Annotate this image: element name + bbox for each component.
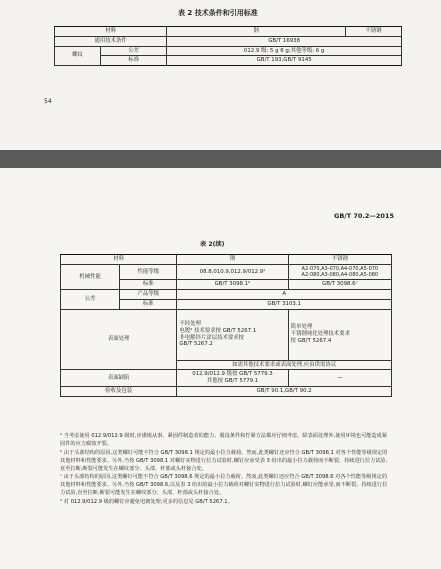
mech-std-label: 标准 bbox=[120, 280, 177, 290]
surface-stainless-2: 不锈钢钝化处理技术要求 bbox=[290, 331, 350, 338]
general-label: 通用技术条件 bbox=[55, 36, 167, 46]
thread-label: 螺纹 bbox=[55, 46, 101, 66]
footnote-a: ᵃ 当考虑使用 012.9/012.9 级时,应谨慎从事。紧固件制造者的能力、服役条件和拧紧方法都应仔细考虑。除表面处理外,使用环境也可能造成紧固件的应力腐蚀开裂。 bbox=[60, 433, 388, 448]
standard-value: GB/T 193,GB/T 9145 bbox=[167, 56, 402, 66]
surface-stainless-3: 按 GB/T 5267.4 bbox=[290, 337, 332, 344]
footnotes bbox=[60, 432, 390, 507]
tol-grade-value: A bbox=[177, 290, 392, 300]
surface-note: 如需其他技术要求或表面处理,应由供需协议 bbox=[177, 360, 392, 370]
page-number: 54 bbox=[44, 98, 52, 105]
surface-stainless-1: 简单处理 bbox=[290, 324, 313, 331]
header-material: 材料 bbox=[61, 255, 177, 265]
footnote-d: ᵈ 对 012.9/012.9 级的螺钉应避免电镀处理;更多的信息见 GB/T 5267.1。 bbox=[60, 499, 233, 505]
header-material: 材料 bbox=[55, 27, 167, 37]
tol-grade-label: 产品等级 bbox=[120, 290, 177, 300]
table-caption-page1: 表 2 技术条件和引用标准 bbox=[178, 9, 258, 17]
accept-label: 验收及包装 bbox=[61, 386, 177, 396]
header-stainless: 不锈钢 bbox=[345, 27, 401, 37]
surface-steel-1: 不经处理 bbox=[179, 321, 201, 327]
document-id: GB/T 70.2—2015 bbox=[334, 212, 394, 220]
surface-label: 表面处理 bbox=[61, 309, 177, 370]
spec-table-page1 bbox=[54, 26, 402, 66]
mech-grade-label: 性能等级 bbox=[120, 264, 177, 280]
mech-std-stainless: GB/T 3098.6ᶜ bbox=[288, 280, 391, 290]
mech-std-steel: GB/T 3098.1ᵇ bbox=[177, 280, 288, 290]
tolerance-label: 公差 bbox=[100, 46, 166, 56]
surface-steel bbox=[177, 309, 288, 360]
mech-grade-steel: 08.8,010.9,012.9/012.9ᵃ bbox=[177, 264, 288, 280]
defect-steel-2: 其他按 GB/T 5779.1 bbox=[206, 378, 259, 384]
tol-std-value: GB/T 3103.1 bbox=[177, 299, 392, 309]
standard-label: 标准 bbox=[100, 56, 166, 66]
footnote-b: ᵇ 由于头部结构的原因,这类螺钉可能不符合 GB/T 3098.1 规定的最小拉力载荷。然而,此类螺钉还应符合 GB/T 3098.1 对各个性能等级规定的其他材料和性能要求。另外,当按 GB/T 3098.1 对螺钉实物进行拉力试验时,螺钉应承受表 3 给出的最小拉力载荷而不断裂。持续进行拉力试验,直至拉断,断裂可能发生在螺纹部分、头部、杆部或头杆接合处。 bbox=[60, 449, 388, 472]
surface-steel-2: 电镀ᵈ 技术要求按 GB/T 5267.1 bbox=[179, 327, 257, 334]
spec-table-page2 bbox=[60, 254, 392, 397]
mech-grade-stainless bbox=[288, 264, 391, 280]
surface-steel-4: GB/T 5267.2 bbox=[179, 341, 213, 348]
mech-grade-stainless-1: A2-070,A3-070,A4-070,A5-070 bbox=[301, 265, 379, 272]
defect-steel-1: 012.9/012.9 级按 GB/T 5779.3 bbox=[192, 371, 273, 378]
accept-value: GB/T 90.1,GB/T 90.2 bbox=[177, 386, 392, 396]
surface-steel-3: 非电解锌片涂层技术要求按 bbox=[179, 334, 245, 341]
mech-grade-stainless-2: A2-080,A3-080,A4-080,A5-080 bbox=[301, 272, 379, 278]
tol-label: 公差 bbox=[61, 290, 120, 310]
header-stainless: 不锈钢 bbox=[288, 255, 391, 265]
defect-label: 表面缺陷 bbox=[61, 370, 177, 387]
upper-page bbox=[0, 0, 441, 150]
lower-page bbox=[0, 168, 441, 569]
header-steel: 钢 bbox=[177, 255, 288, 265]
page-gap bbox=[0, 150, 441, 168]
table-caption-page2: 表 2(续) bbox=[200, 241, 225, 248]
mech-label: 机械性能 bbox=[61, 264, 120, 289]
defect-steel bbox=[177, 370, 288, 387]
tol-std-label: 标准 bbox=[120, 299, 177, 309]
surface-stainless bbox=[288, 309, 391, 360]
footnote-c: ᶜ 由于头部结构的原因,这类螺钉可能不符合 GB/T 3098.6 规定的最小拉力载荷。然而,此类螺钉还应符合 GB/T 3098.6 对各个性能等级规定的其他材料和性能要求。另外,当按 GB/T 3098.6,以及表 3 给出的最小拉力载荷对螺钉实物进行拉力试验时,螺钉应能承受,而不断裂。持续进行拉力试验,直至拉断,断裂可能发生在螺纹部分、头部、杆部或头杆接合处。 bbox=[60, 474, 388, 497]
general-value: GB/T 16938 bbox=[167, 36, 402, 46]
header-steel: 钢 bbox=[167, 27, 346, 37]
defect-stainless: — bbox=[288, 370, 391, 387]
tolerance-value: 012.9 级: 5 g 6 g;其他等级: 6 g bbox=[167, 46, 402, 56]
